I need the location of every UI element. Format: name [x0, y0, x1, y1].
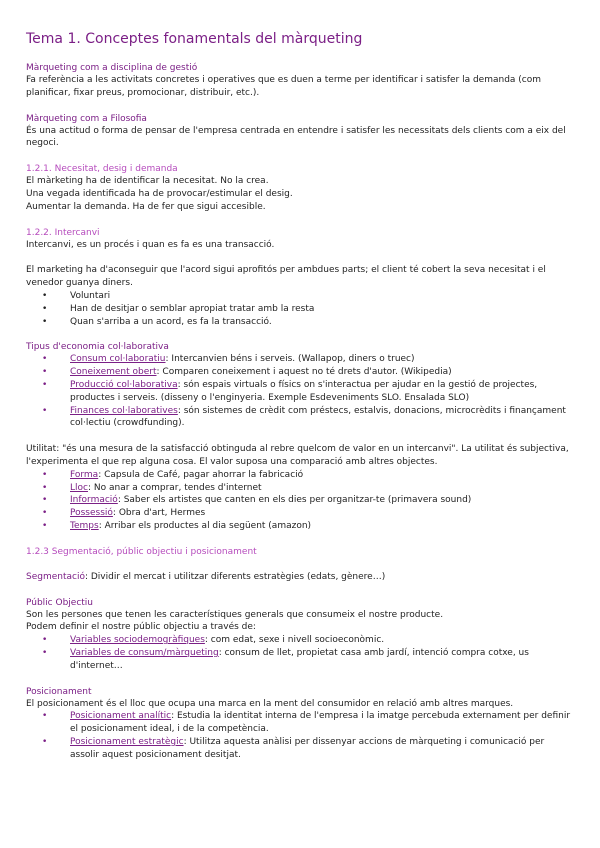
list-item: • Finances col·laboratives: són sistemes de crèdit com préstecs, estalvis, donacions, microcrèdits i finançament col·lectiu (crowdfunding). — [42, 405, 566, 429]
list-item: • Posicionament estratègic: Utilitza aquesta anàlisi per dissenyar accions de màrqueting i comunicació per assolir aquest posicionament desitjat. — [42, 736, 545, 760]
section-philosophy — [26, 113, 574, 151]
list-item: • Posicionament analític: Estudia la identitat interna de l'empresa i la imatge percebuda externament per definir el posicionament ideal, i de la competència. — [42, 711, 571, 735]
positioning-list — [26, 710, 574, 761]
section-text: El marketing ha d'aconseguir que l'acord sigui aprofitós per ambdues parts; el client té cobert la seva necesitat i el venedor guanya diners. — [26, 265, 546, 289]
section-text: El posicionament és el lloc que ocupa una marca en la ment del consumidor en relació amb altres marques. — [26, 698, 514, 709]
section-heading: 1.2.2. Intercanvi — [26, 227, 100, 238]
section-text: És una actitud o forma de pensar de l'empresa centrada en entendre i satisfer les necessitats dels clients com a eix del negoci. — [26, 125, 566, 149]
term-link[interactable]: Producció col·laborativa — [70, 379, 178, 390]
term-link[interactable]: Lloc — [70, 482, 88, 493]
section-heading: Posicionament — [26, 686, 92, 697]
utility-list — [26, 469, 574, 533]
term-link[interactable]: Consum col·laboratiu — [70, 354, 166, 365]
section-line: Son les persones que tenen les característiques generals que consumeix el nostre producte. — [26, 609, 444, 620]
document-page — [26, 30, 574, 761]
list-item: • Lloc: No anar a comprar, tendes d'internet — [42, 482, 262, 493]
list-item: • Informació: Saber els artistes que canten en els dies per organitzar-te (primavera sound) — [42, 495, 472, 506]
list-item: • Consum col·laboratiu: Intercanvien béns i serveis. (Wallapop, diners o truec) — [42, 354, 415, 365]
section-line: Podem definir el nostre públic objectiu a través de: — [26, 622, 256, 633]
list-item: • Variables de consum/màrqueting: consum de llet, propietat casa amb jardí, intenció compra cotxe, us d'internet… — [42, 647, 529, 671]
segmentation-label: Segmentació — [26, 571, 85, 582]
section-heading: 1.2.1. Necesitat, desig i demanda — [26, 164, 178, 175]
term-link[interactable]: Variables de consum/màrqueting — [70, 647, 219, 658]
section-target-audience — [26, 597, 574, 673]
section-line: El màrketing ha de identificar la necesitat. No la crea. — [26, 176, 269, 187]
term-link[interactable]: Informació — [70, 495, 118, 506]
section-heading: Màrqueting com a Filosofia — [26, 113, 147, 124]
term-link[interactable]: Coneixement obert — [70, 367, 157, 378]
section-exchange — [26, 227, 574, 329]
section-positioning — [26, 686, 574, 762]
term-link[interactable]: Possessió — [70, 508, 113, 519]
section-need-desire-demand — [26, 163, 574, 213]
list-item: • Temps: Arribar els productes al dia següent (amazon) — [42, 520, 312, 531]
term-link[interactable]: Posicionament analític — [70, 711, 172, 722]
list-item: • Voluntari — [42, 290, 111, 301]
segmentation-text: : Dividir el mercat i utilitzar diferents estratègies (edats, gènere…) — [84, 571, 386, 582]
list-item: • Variables sociodemogràfiques: com edat, sexe i nivell socioeconòmic. — [42, 635, 385, 646]
section-collaborative-economy — [26, 341, 574, 430]
list-item: • Coneixement obert: Comparen coneixement i aquest no té drets d'autor. (Wikipedia) — [42, 367, 452, 378]
section-intro: Intercanvi, es un procés i quan es fa es una transacció. — [26, 239, 275, 250]
section-heading: Públic Objectiu — [26, 597, 94, 608]
list-item: • Han de desitjar o semblar apropiat tratar amb la resta — [42, 303, 315, 314]
term-link[interactable]: Variables sociodemogràfiques — [70, 635, 205, 646]
exchange-list — [26, 290, 574, 328]
section-text: Fa referència a les activitats concretes i operatives que es duen a terme per identificar i satisfer la demanda (com planificar, fixar preus, promocionar, distribuir, etc.). — [26, 75, 542, 98]
term-link[interactable]: Finances col·laboratives — [70, 405, 178, 416]
list-item: • Producció col·laborativa: són espais virtuals o físics on s'interactua per ajudar en la gestió de projectes, productes i serveis. (disseny o l'enginyeria. Exemple Esdeveniments SLO. Ensalada SLO) — [42, 379, 538, 403]
section-segmentation-heading — [26, 546, 574, 558]
term-link[interactable]: Temps — [70, 520, 99, 531]
collab-list — [26, 353, 574, 430]
page-title: Tema 1. Conceptes fonamentals del màrqueting — [26, 31, 363, 47]
section-heading: Tipus d'economia col·laborativa — [26, 342, 169, 353]
section-text: Utilitat: "és una mesura de la satisfacció obtinguda al rebre quelcom de valor en un intercanvi". La utilitat és subjectiva, l'experimenta el que rep alguna cosa. El valor suposa una comparació amb altres objectes. — [26, 444, 569, 467]
target-list — [26, 634, 574, 672]
term-link[interactable]: Forma — [70, 469, 99, 480]
section-line: Una vegada identificada ha de provocar/estimular el desig. — [26, 188, 293, 199]
list-item: • Quan s'arriba a un acord, es fa la transacció. — [42, 316, 272, 327]
section-heading: 1.2.3 Segmentació, públic objectiu i posicionament — [26, 546, 257, 557]
section-utility — [26, 443, 574, 533]
list-item: • Forma: Capsula de Café, pagar ahorrar la fabricació — [42, 469, 304, 480]
term-link[interactable]: Posicionament estratègic — [70, 736, 184, 747]
section-heading: Màrqueting com a disciplina de gestió — [26, 63, 198, 73]
section-segmentation — [26, 571, 574, 584]
section-line: Aumentar la demanda. Ha de fer que sigui accesible. — [26, 201, 266, 212]
section-management — [26, 62, 574, 100]
list-item: • Possessió: Obra d'art, Hermes — [42, 508, 206, 519]
